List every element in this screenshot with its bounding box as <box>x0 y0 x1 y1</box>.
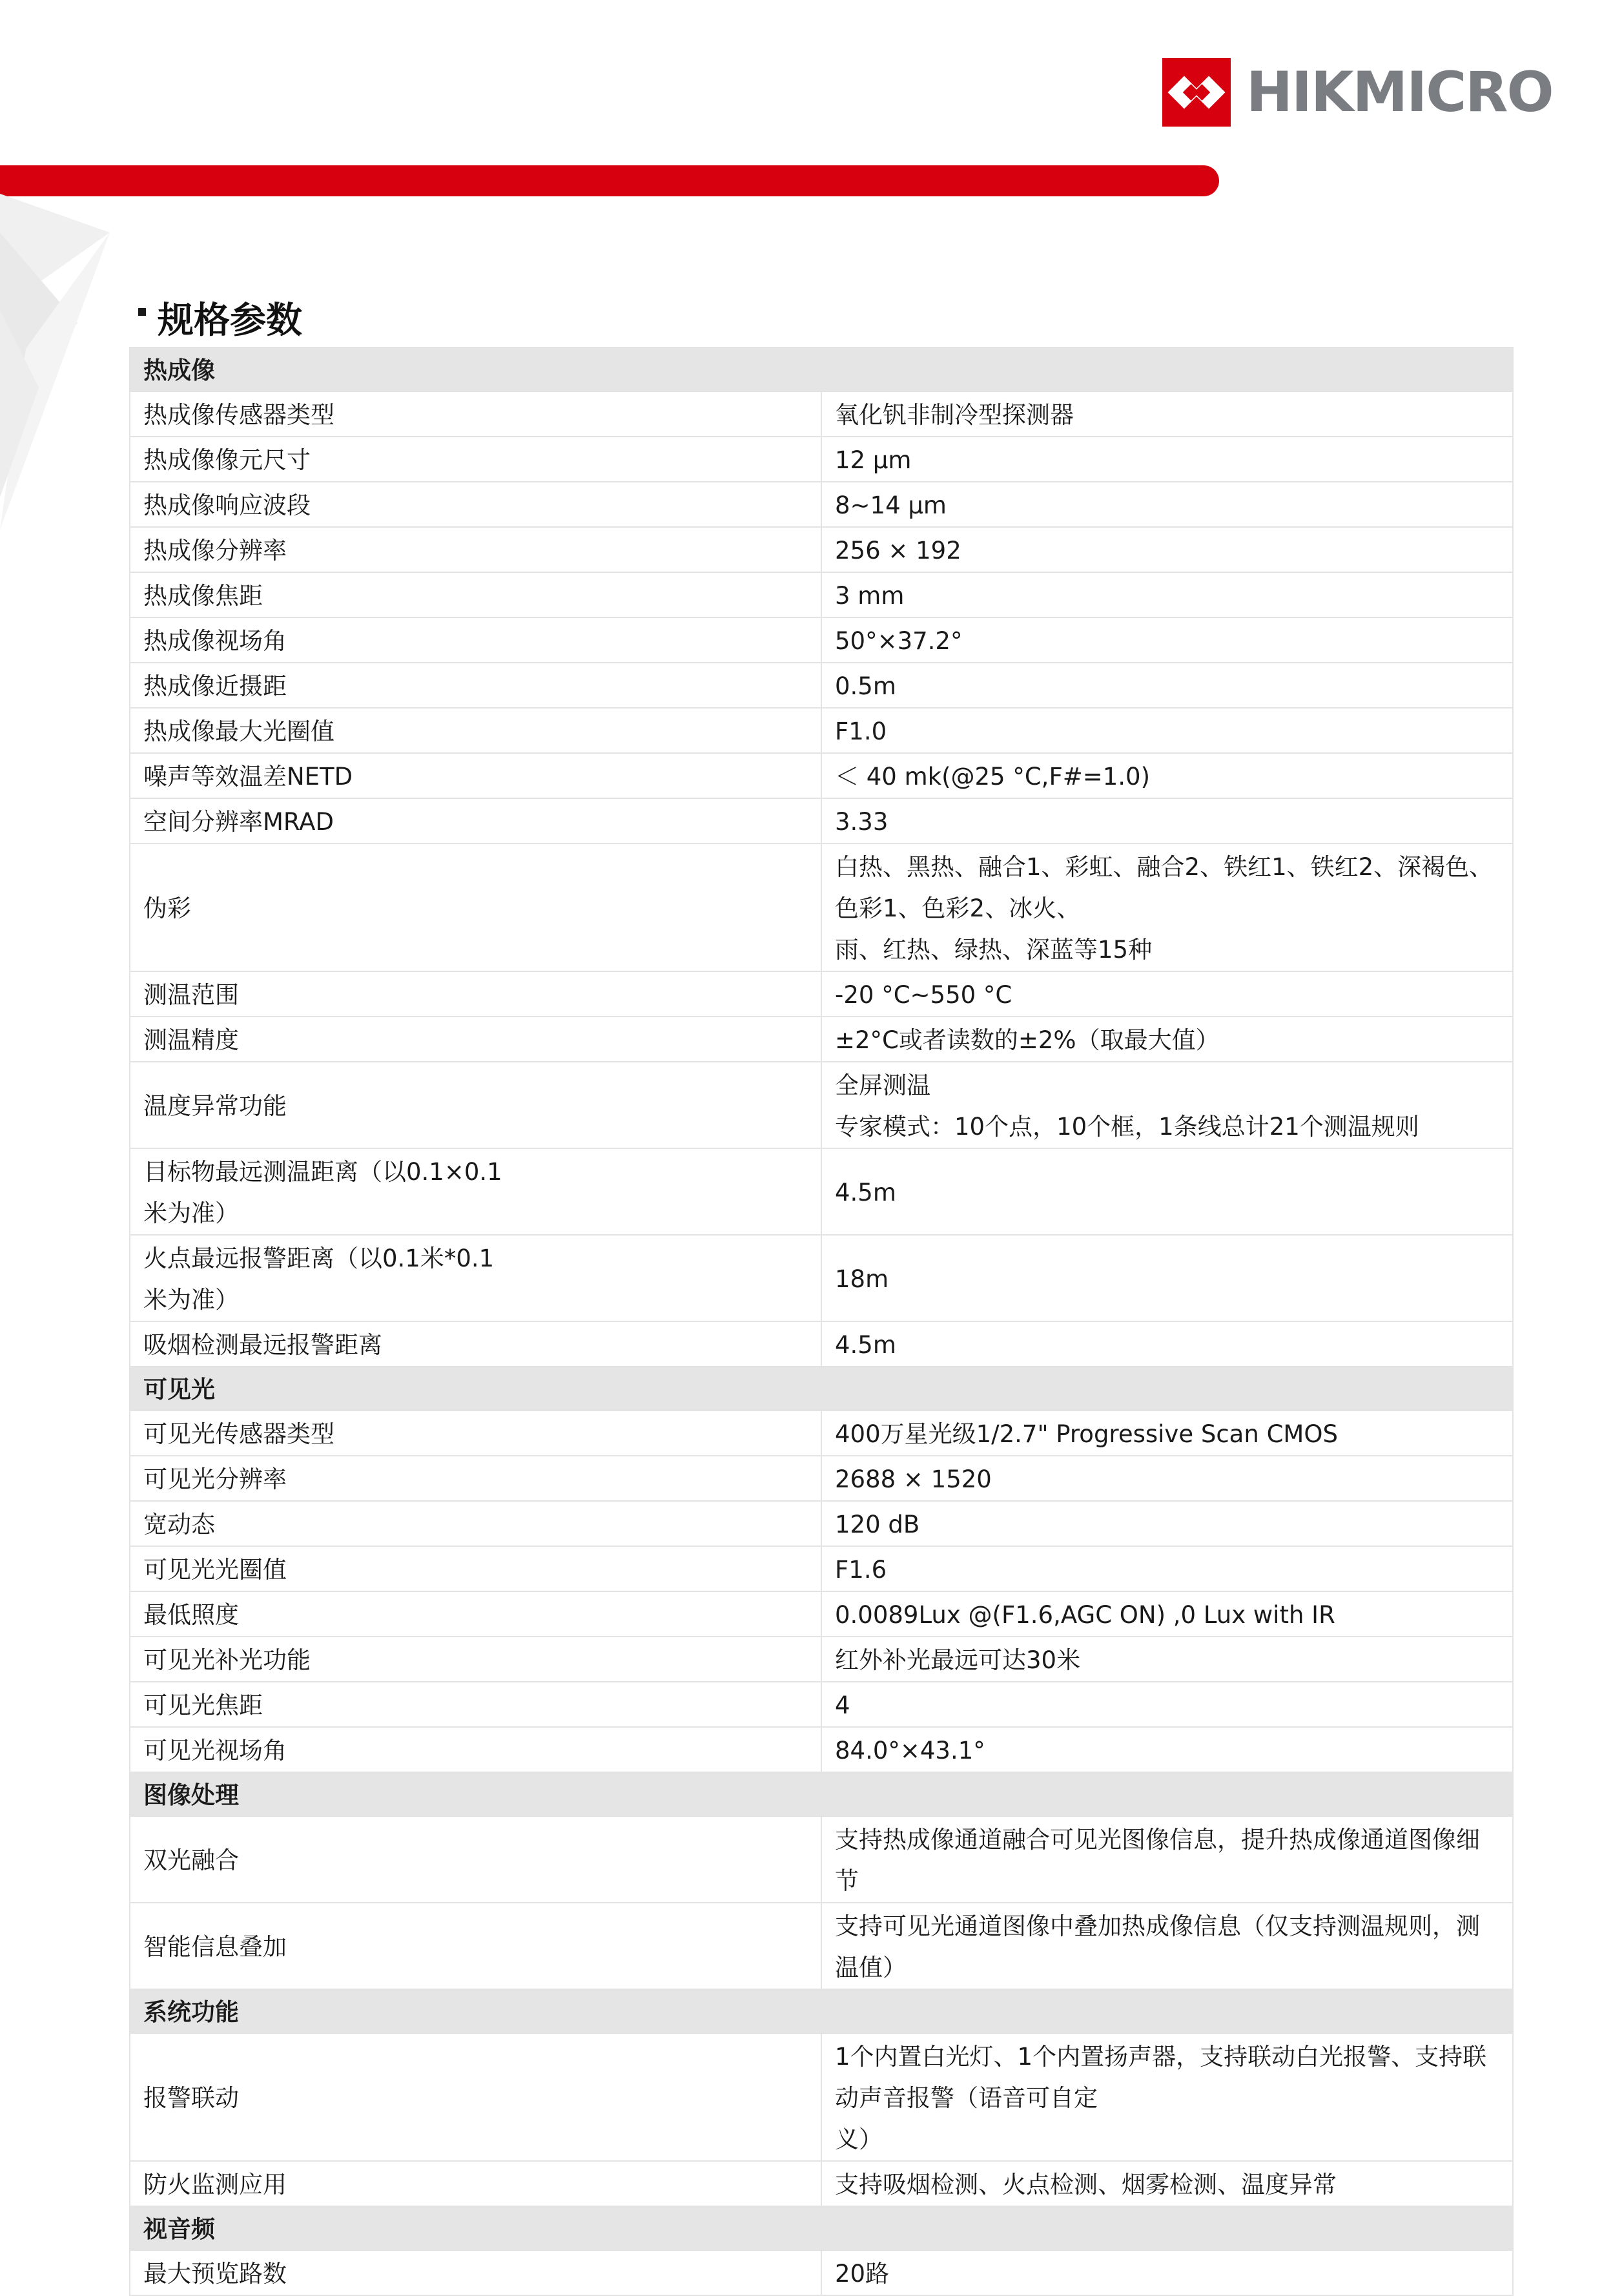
spec-label-line: 米为准） <box>143 1286 239 1314</box>
table-row <box>130 391 1513 437</box>
spec-value-line: ＜ 40 mk(@25 °C,F#=1.0) <box>835 763 1151 791</box>
spec-value <box>821 1062 1513 1148</box>
table-row <box>130 1637 1513 1682</box>
spec-label: 双光融合 <box>130 1816 821 1903</box>
spec-label: 测温范围 <box>130 971 821 1017</box>
spec-label: 热成像近摄距 <box>130 663 821 708</box>
spec-table <box>129 347 1514 2296</box>
spec-label: 可见光分辨率 <box>130 1456 821 1501</box>
spec-label <box>130 1148 821 1235</box>
section-header <box>130 1367 1513 1411</box>
spec-value-line: 3 mm <box>835 582 905 610</box>
table-row <box>130 1546 1513 1591</box>
spec-value-line: 义） <box>835 2125 883 2153</box>
spec-value <box>821 617 1513 663</box>
spec-value-line: 白热、黑热、融合1、彩虹、融合2、铁红1、铁红2、深褐色、色彩1、色彩2、冰火、 <box>835 853 1494 922</box>
spec-label-line: 火点最远报警距离（以0.1米*0.1 <box>143 1245 495 1272</box>
table-row <box>130 1148 1513 1235</box>
spec-label: 热成像分辨率 <box>130 527 821 572</box>
table-row <box>130 1591 1513 1637</box>
table-row <box>130 971 1513 1017</box>
section-header <box>130 2206 1513 2250</box>
spec-label: 可见光视场角 <box>130 1727 821 1772</box>
table-row <box>130 1321 1513 1367</box>
table-row <box>130 617 1513 663</box>
spec-value <box>821 1148 1513 1235</box>
brand-logo <box>1162 57 1553 128</box>
section-header <box>130 1772 1513 1816</box>
spec-value-line: 3.33 <box>835 808 888 836</box>
table-row <box>130 437 1513 482</box>
table-row <box>130 753 1513 798</box>
spec-value <box>821 1903 1513 1989</box>
spec-label: 报警联动 <box>130 2033 821 2161</box>
spec-label: 智能信息叠加 <box>130 1903 821 1989</box>
page-title <box>138 292 302 344</box>
spec-value-line: 支持热成像通道融合可见光图像信息，提升热成像通道图像细节 <box>835 1826 1480 1895</box>
spec-label: 噪声等效温差NETD <box>130 753 821 798</box>
spec-value <box>821 1456 1513 1501</box>
table-row <box>130 1456 1513 1501</box>
spec-value-line: 支持可见光通道图像中叠加热成像信息（仅支持测温规则，测温值） <box>835 1912 1480 1981</box>
decorative-triangles <box>0 194 116 530</box>
spec-value-line: F1.6 <box>835 1556 887 1584</box>
spec-value <box>821 1591 1513 1637</box>
table-row <box>130 708 1513 753</box>
spec-value <box>821 1235 1513 1321</box>
spec-value <box>821 527 1513 572</box>
spec-label: 热成像传感器类型 <box>130 391 821 437</box>
spec-value-line: 0.5m <box>835 672 896 700</box>
spec-label: 可见光光圈值 <box>130 1546 821 1591</box>
spec-label: 防火监测应用 <box>130 2161 821 2206</box>
spec-value-line: 专家模式：10个点，10个框，1条线总计21个测温规则 <box>835 1113 1419 1141</box>
spec-value-line: 120 dB <box>835 1511 920 1538</box>
spec-value <box>821 2161 1513 2206</box>
section-title: 视音频 <box>130 2206 1513 2250</box>
spec-value <box>821 1727 1513 1772</box>
table-row <box>130 572 1513 617</box>
table-row <box>130 663 1513 708</box>
section-header <box>130 1989 1513 2033</box>
spec-value-line: 4.5m <box>835 1331 896 1359</box>
spec-label: 伪彩 <box>130 843 821 971</box>
spec-value-line: 84.0°×43.1° <box>835 1737 985 1764</box>
table-row <box>130 1903 1513 1989</box>
spec-value-line: 雨、红热、绿热、深蓝等15种 <box>835 936 1153 964</box>
spec-label: 热成像响应波段 <box>130 482 821 527</box>
spec-value-line: 18m <box>835 1265 889 1293</box>
table-row <box>130 2033 1513 2161</box>
spec-label: 空间分辨率MRAD <box>130 798 821 843</box>
brand-name: HIKMICRO <box>1246 60 1553 125</box>
spec-value-line: ±2°C或者读数的±2%（取最大值） <box>835 1026 1220 1054</box>
spec-label: 测温精度 <box>130 1017 821 1062</box>
spec-value <box>821 708 1513 753</box>
table-row <box>130 1816 1513 1903</box>
spec-value <box>821 1411 1513 1456</box>
spec-value <box>821 843 1513 971</box>
section-title: 可见光 <box>130 1367 1513 1411</box>
spec-value <box>821 1321 1513 1367</box>
spec-value <box>821 1816 1513 1903</box>
table-row <box>130 1235 1513 1321</box>
spec-value-line: 4 <box>835 1691 850 1719</box>
spec-value-line: 256 × 192 <box>835 537 961 564</box>
spec-value <box>821 437 1513 482</box>
spec-label: 吸烟检测最远报警距离 <box>130 1321 821 1367</box>
table-row <box>130 2161 1513 2206</box>
section-title: 图像处理 <box>130 1772 1513 1816</box>
spec-label: 可见光传感器类型 <box>130 1411 821 1456</box>
spec-value <box>821 2250 1513 2295</box>
spec-value <box>821 482 1513 527</box>
table-row <box>130 1062 1513 1148</box>
spec-value <box>821 391 1513 437</box>
spec-value <box>821 2033 1513 2161</box>
spec-value-line: 0.0089Lux @(F1.6,AGC ON) ,0 Lux with IR <box>835 1601 1335 1629</box>
spec-label: 可见光焦距 <box>130 1682 821 1727</box>
header-red-bar <box>0 165 1219 196</box>
spec-label: 热成像最大光圈值 <box>130 708 821 753</box>
spec-label: 可见光补光功能 <box>130 1637 821 1682</box>
spec-value-line: 12 μm <box>835 446 912 474</box>
spec-label-line: 米为准） <box>143 1199 239 1227</box>
spec-value-line: 全屏测温 <box>835 1071 930 1099</box>
table-row <box>130 1017 1513 1062</box>
spec-value <box>821 1682 1513 1727</box>
section-title: 系统功能 <box>130 1989 1513 2033</box>
spec-label: 温度异常功能 <box>130 1062 821 1148</box>
spec-value-line: 20路 <box>835 2260 890 2288</box>
table-row <box>130 843 1513 971</box>
hikmicro-logo-icon <box>1162 58 1231 127</box>
table-row <box>130 1501 1513 1546</box>
spec-value-line: 400万星光级1/2.7" Progressive Scan CMOS <box>835 1420 1338 1448</box>
table-row <box>130 1682 1513 1727</box>
spec-value-line: 支持吸烟检测、火点检测、烟雾检测、温度异常 <box>835 2171 1337 2198</box>
spec-label-line: 目标物最远测温距离（以0.1×0.1 <box>143 1158 502 1186</box>
spec-value-line: 1个内置白光灯、1个内置扬声器，支持联动白光报警、支持联动声音报警（语音可自定 <box>835 2043 1487 2112</box>
spec-value-line: 50°×37.2° <box>835 627 963 655</box>
spec-value <box>821 753 1513 798</box>
spec-value <box>821 1017 1513 1062</box>
spec-value <box>821 971 1513 1017</box>
title-bullet <box>138 308 146 316</box>
spec-value <box>821 572 1513 617</box>
spec-value <box>821 1501 1513 1546</box>
spec-value-line: 氧化钒非制冷型探测器 <box>835 401 1074 429</box>
spec-label: 热成像视场角 <box>130 617 821 663</box>
spec-label: 热成像像元尺寸 <box>130 437 821 482</box>
spec-value-line: 2688 × 1520 <box>835 1465 992 1493</box>
spec-value <box>821 1546 1513 1591</box>
spec-label <box>130 1235 821 1321</box>
table-row <box>130 1411 1513 1456</box>
spec-value <box>821 798 1513 843</box>
spec-label: 热成像焦距 <box>130 572 821 617</box>
spec-value-line: F1.0 <box>835 718 887 745</box>
table-row <box>130 2250 1513 2295</box>
spec-value <box>821 1637 1513 1682</box>
section-title: 热成像 <box>130 347 1513 391</box>
spec-value-line: 4.5m <box>835 1179 896 1206</box>
spec-value-line: -20 °C~550 °C <box>835 981 1012 1009</box>
page-title-text: 规格参数 <box>158 300 302 342</box>
spec-label: 宽动态 <box>130 1501 821 1546</box>
spec-label: 最低照度 <box>130 1591 821 1637</box>
section-header <box>130 347 1513 391</box>
spec-label: 最大预览路数 <box>130 2250 821 2295</box>
spec-value <box>821 663 1513 708</box>
table-row <box>130 1727 1513 1772</box>
table-row <box>130 527 1513 572</box>
spec-value-line: 8~14 μm <box>835 491 947 519</box>
spec-value-line: 红外补光最远可达30米 <box>835 1646 1081 1674</box>
table-row <box>130 482 1513 527</box>
table-row <box>130 798 1513 843</box>
